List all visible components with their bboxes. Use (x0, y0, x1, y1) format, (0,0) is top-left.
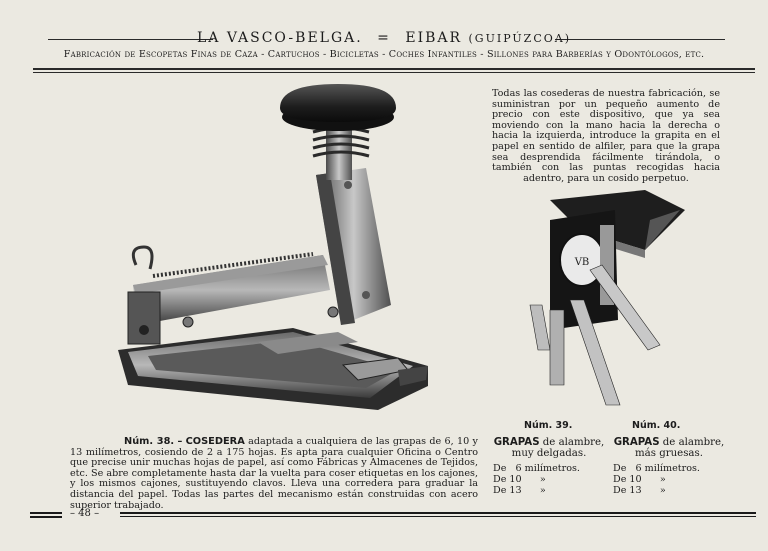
intro-paragraph: Todas las cosederas de nuestra fabricación, se suministran por un pequeño aumento de precio con este dispositivo, que ya sea moviendo con la mano hacia la derecha o hacia la izquierda, introduce la grapita en el papel en sentido de alfiler, para que la grapa sea desprendida fácilmente tirándola, o también con las puntas recogidas hacia adentro, para un cosido perpetuo. (492, 88, 720, 184)
item-38-dash: – (177, 436, 183, 447)
footer-rule-right-top (120, 512, 756, 514)
stapler-illustration (108, 80, 438, 430)
header-title (0, 30, 768, 46)
header-bottom-rule-thin (33, 72, 755, 73)
region-name: (GUIPÚZCOA) (468, 32, 571, 45)
item-39-name: GRAPAS (493, 437, 540, 448)
item-40-block (613, 437, 725, 496)
city-name: EIBAR (405, 30, 463, 46)
item-38-name: COSEDERA (185, 436, 245, 447)
page-number: – 48 – (70, 508, 100, 519)
item-39-block (493, 437, 605, 496)
item-38-number: Núm. 38. (124, 436, 175, 447)
header-subtitle: Fabricación de Escopetas Finas de Caza - Cartuchos - Bicicletas - Coches Infantiles - Sillones para Barberías y Odontólogos, etc. (63, 49, 705, 60)
item-39-desc1: de alambre, (542, 437, 605, 448)
item-40-desc1: de alambre, (662, 437, 725, 448)
item-40-number: Núm. 40. (632, 420, 681, 431)
item-39-size-0: De 6 milímetros. (493, 463, 580, 474)
item-39-desc2: muy delgadas. (511, 448, 587, 459)
item-40-size-2: De 13 » (613, 485, 666, 496)
svg-text:VB: VB (574, 257, 590, 268)
item-39-size-2: De 13 » (493, 485, 546, 496)
item-40-size-0: De 6 milímetros. (613, 463, 700, 474)
item-39-title (493, 437, 605, 459)
footer-rule-right-bottom (120, 516, 756, 517)
staple-boxes-illustration (520, 180, 695, 415)
item-39-number: Núm. 39. (524, 420, 573, 431)
item-39-size-1: De 10 » (493, 474, 546, 485)
company-name: LA VASCO-BELGA. (197, 30, 363, 46)
footer-rule-left-top (30, 512, 62, 514)
item-38-description (70, 437, 478, 511)
item-40-desc2: más gruesas. (635, 448, 703, 459)
item-38-text: adaptada a cualquiera de las grapas de 6, 10 y 13 milímetros, cosiendo de 2 a 175 hojas. Es apta para cualquier Oficina o Centro que precise unir muchas hojas de papel, así como Fábricas y Almacenes de Tejidos, etc. Se abre completamente hasta dar la vuelta para coser etiquetas en los cajones, y los mismos cajones, sustituyendo clavos. Lleva una corredera para graduar la distancia del papel. Todas las partes del mecanismo están construidas con acero superior trabajado. (70, 436, 478, 511)
item-40-title (613, 437, 725, 459)
item-40-size-1: De 10 » (613, 474, 666, 485)
header-separator: = (377, 30, 391, 46)
item-40-name: GRAPAS (613, 437, 660, 448)
footer-rule-left-bottom (30, 516, 62, 518)
header-bottom-rule (33, 68, 755, 70)
